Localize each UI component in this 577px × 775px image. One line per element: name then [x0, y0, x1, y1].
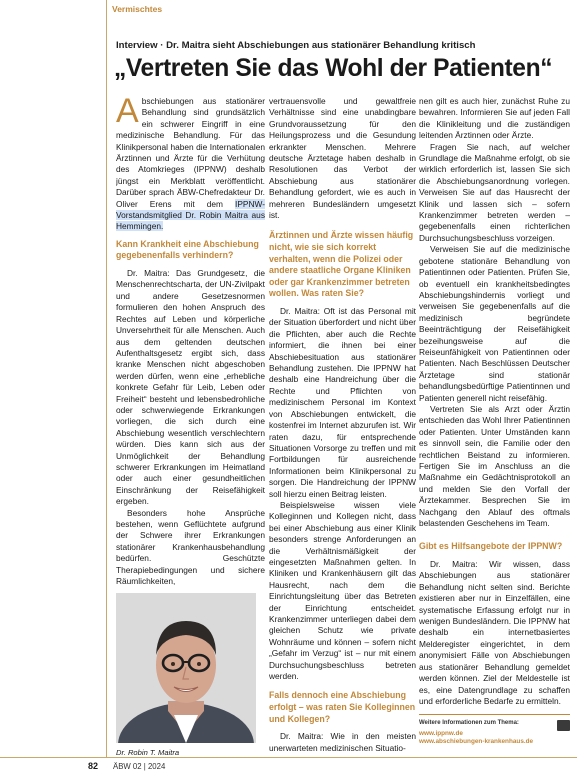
column-3-paragraph-4: Vertreten Sie als Arzt oder Ärztin entschieden das Wohl Ihrer Patientinnen oder Patienten. Unter Umständen kann es sinnvoll sein, die Familie oder den rechtlichen Beistand zu informieren. Fertigen Sie im Anschluss an die Maßnahme ein Gedächtnisprotokoll an und melden Sie den Vorfall der Ärztekammer. Besprechen Sie im Nachgang den Ablauf des oftmals belastenden Geschehens im Team.: [419, 403, 570, 529]
article-kicker: Interview · Dr. Maitra sieht Abschiebungen aus stationärer Behandlung kritisch: [116, 40, 476, 51]
footer-rule: [0, 757, 577, 758]
left-margin-rule: [106, 0, 107, 757]
article-headline: „Vertreten Sie das Wohl der Patienten“: [114, 55, 553, 82]
link-ippnw[interactable]: www.ippnw.de: [419, 729, 463, 737]
column-3-paragraph-2: Fragen Sie nach, auf welcher Grundlage die Maßnahme erfolgt, ob sie wirklich erforderlich ist, lassen Sie sich die Abschiebungsanordnung vorlegen. Verweisen Sie auf das Hausrecht der Klinik und lassen sich – sofern Krankenzimmer betreten werden – gegebenenfalls einen richterlichen Durchsuchungsbeschluss vorzeigen.: [419, 141, 570, 243]
section-label: Vermischtes: [112, 4, 163, 14]
column-1: [116, 96, 265, 759]
column-3-paragraph-1: nen gilt es auch hier, zunächst Ruhe zu bewahren. Informieren Sie auf jeden Fall die Klinikleitung und die zuständigen leitenden Ärztinnen oder Ärzte.: [419, 96, 570, 141]
column-3-paragraph-3: Verweisen Sie auf die medizinische gebotene stationäre Behandlung von Patientinnen oder Patienten. Prüfen Sie, ob eventuell ein krankheitsbedingtes Abschiebungshindernis vorliegt und verweisen Sie gegebenenfalls auf die medizinisch begründete Beeinträchtigung der Reisefähigkeit bezeihungsweise auf die Reiseunfähigkeit von Patientinnen oder Patienten. Nach Beschlüssen Deutscher Ärztetage sind stationär behandlungsbedürftige Patientinnen und Patienten generell nicht reisefähig.: [419, 244, 570, 403]
column-3: [419, 96, 570, 746]
answer-1-paragraph-2: Besonders hohe Ansprüche bestehen, wenn Geflüchtete aufgrund der Schwere ihrer Erkrankungen stationärer Krankenhausbehandlung bedürfen. Geschützte Therapiebedingungen und sichere Räumlichkeiten,: [116, 507, 265, 587]
question-4: Gibt es Hilfsangebote der IPPNW?: [419, 541, 563, 552]
question-2: Ärztinnen und Ärzte wissen häufig nicht, wie sie sich korrekt verhalten, wenn die Polizei oder andere staatliche Organe Kliniken oder gar Krankenzimmer betreten wollen. Was raten Sie?: [269, 230, 414, 299]
question-1: Kann Krankheit eine Abschiebung gegebenenfalls verhindern?: [116, 238, 259, 261]
answer-2-paragraph-2: Beispielsweise wissen viele Kolleginnen und Kollegen nicht, dass bei einer Abschiebung aus einer Klinik besonders strenge Anforderungen an die Verhältnismäßigkeit der eingesetzten Maßnahmen gelten. In Kliniken und Krankenhäusern gilt das Hausrecht, nach dem die Einrichtungsleitung über das Betreten der Einrichtung entscheidet. Krankenzimmer unterliegen dabei dem gleichen Schutz wie private Wohnräume und können – sofern nicht „Gefahr im Verzug“ ist – nur mit einem Durchsuchungsbeschluss betreten werden.: [269, 499, 416, 682]
answer-2-paragraph-1: Dr. Maitra: Oft ist das Personal mit der Situation überfordert und nicht über die Pflichten, aber auch die Rechte informiert, die ihnen bei einer Abschiebesituation aus stationärer Behandlung zustehen. Die IPPNW hat deshalb eine Handreichung über die Rechte und Pflichten von medizinischem Personal im Kontext von Abschiebungen entwickelt, die kostenfrei im Internet abzurufen ist. Wir raten dazu, für entsprechende Situationen Vorsorge zu treffen und mit Fortbildungen für ausreichende Informationen beim Klinikpersonal zu sorgen. Die Handreichung der IPPNW soll hierzu einen Beitrag leisten.: [269, 306, 416, 499]
intro-paragraph: [116, 96, 265, 233]
portrait-illustration: [116, 593, 256, 743]
column-2: [269, 96, 416, 754]
answer-4: Dr. Maitra: Wir wissen, dass Abschiebungen aus stationärer Behandlung nicht selten sind. Berichte existieren aber nur in Einzelfällen, eine systematische Erfassung erfolgt nur in wenigen Bundesländern. Die IPPNW hat deshalb ein internetbasiertes Melderegister eingerichtet, in dem anonymisiert Fälle von Abschiebungen aus stationärer Behandlung gemeldet werden können. Ziel der Meldestelle ist es, eine Datengrundlage zu schaffen und erforderliche Bedarfe zu ermitteln.: [419, 559, 570, 706]
column-2-continuation: vertrauensvolle und gewaltfreie Verhältnisse sind eine unabdingbare Grundvoraussetzung für den Heilungsprozess und die Gesundung erkrankter Menschen. Mehrere deutsche Ärztetage haben deshalb in Resolutionen das Verbot der Abschiebung aus stationärer Behandlung gefordert, wie es auch in mehreren Bundesländern umgesetzt ist.: [269, 96, 416, 221]
info-box: [419, 714, 570, 745]
intro-highlight: IPPNW-Vorstandsmitglied Dr. Robin Maitra aus Hemmingen.: [116, 198, 265, 232]
answer-1-paragraph-1: Dr. Maitra: Das Grundgesetz, die Menschenrechtscharta, der UN-Zivilpakt und andere Gesetzesnormen formulieren den hohen Anspruch des Rechtes auf Leben und körperliche Unversehrtheit für alle Menschen. Auch aus dem geltenden deutschen Aufenthaltsgesetz ergibt sich, dass kranke Menschen nicht abgeschoben werden dürfen, wenn eine „erhebliche konkrete Gefahr für Leib, Leben oder Freiheit“ besteht und lebensbedrohliche oder schwerwiegende Erkrankungen vorliegen, die sich durch eine Abschiebung wesentlich verschlechtern würden. Dies kann sich aus der Unmöglichkeit der Behandlung schwerer Erkrankungen im Heimatland oder auch einer gesundheitlichen Einschränkung der Reisefähigkeit ergeben.: [116, 268, 265, 507]
question-3: Falls dennoch eine Abschiebung erfolgt – was raten Sie Kolleginnen und Kollegen?: [269, 690, 416, 724]
portrait-photo: [116, 593, 256, 743]
page-number: 82: [88, 761, 99, 771]
link-abschiebungen-krankenhaus[interactable]: www.abschiebungen-krankenhaus.de: [419, 737, 534, 745]
photo-caption: Dr. Robin T. Maitra: [116, 748, 180, 758]
magazine-issue: ÄBW 02 | 2024: [113, 762, 166, 771]
drop-cap: A: [116, 96, 139, 130]
article-body: [116, 96, 570, 758]
intro-text: bschiebungen aus stationärer Behandlung sind grundsätzlich ein schwerer Eingriff in eine medizinische Behandlung. Für das Klinikpersonal haben die Internationalen Ärztinnen und Ärzte für die Verhütung des Atomkrieges (IPPNW) deshalb jüngst ein Merkblatt veröffentlicht. Darüber sprach ÄBW-Chefredakteur Dr. Oliver Erens mit dem: [116, 96, 265, 209]
answer-3-start: Dr. Maitra: Wie in den meisten unerwarteten medizinischen Situatio-: [269, 731, 416, 753]
computer-icon: [557, 720, 570, 731]
info-box-title: Weitere Informationen zum Thema:: [419, 720, 519, 727]
